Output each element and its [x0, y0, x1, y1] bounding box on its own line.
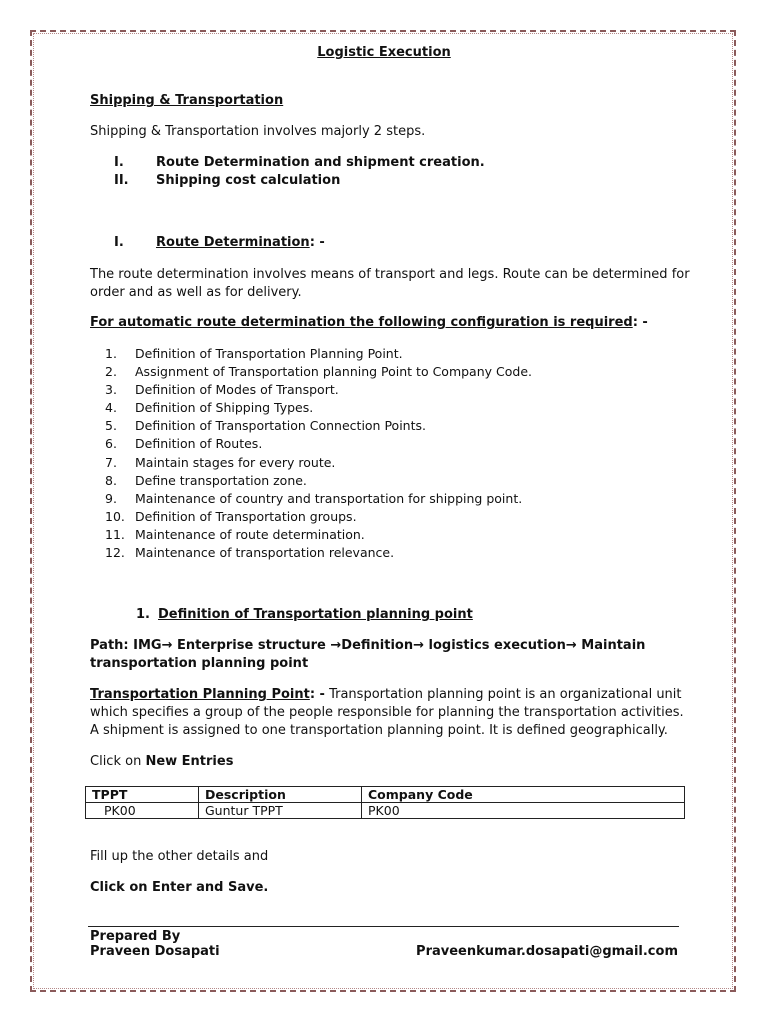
- cell-description: Guntur TPPT: [199, 803, 362, 819]
- route-paragraph: The route determination involves means of transport and legs. Route can be determined for order and as well as for delivery.: [90, 267, 690, 300]
- list-item: 7. Maintain stages for every route.: [105, 454, 336, 470]
- section-heading: Shipping & Transportation: [90, 93, 284, 108]
- list-item: 3. Definition of Modes of Transport.: [105, 382, 339, 398]
- list-item: 4. Definition of Shipping Types.: [105, 400, 314, 416]
- tppt-table: [85, 786, 685, 819]
- list-item: 5. Definition of Transportation Connection Points.: [105, 418, 426, 434]
- list-item: 1. Definition of Transportation Planning Point.: [105, 346, 403, 361]
- list-item: 8. Define transportation zone.: [105, 472, 307, 488]
- config-list: [90, 345, 532, 562]
- table-header-row: [86, 787, 685, 803]
- list-item: 6. Definition of Routes.: [105, 436, 263, 452]
- click-save-text: Click on Enter and Save.: [90, 880, 269, 895]
- page-title: Logistic Execution: [317, 45, 451, 60]
- prepared-by-label: Prepared By: [90, 929, 181, 944]
- footer-divider: [88, 926, 679, 927]
- list-item: 10. Definition of Transportation groups.: [105, 508, 357, 524]
- col-tppt-header: TPPT: [86, 787, 199, 803]
- list-item: 9. Maintenance of country and transportation for shipping point.: [105, 490, 523, 506]
- author-email: Praveenkumar.dosapati@gmail.com: [416, 944, 678, 959]
- steps-list: [114, 154, 485, 190]
- fill-up-text: Fill up the other details and: [90, 849, 269, 864]
- step-item: II. Shipping cost calculation: [114, 173, 341, 188]
- step-item: I. Route Determination and shipment creation.: [114, 155, 485, 170]
- list-item: 2. Assignment of Transportation planning Point to Company Code.: [105, 364, 532, 380]
- col-description-header: Description: [199, 787, 362, 803]
- cell-tppt: PK00: [86, 803, 199, 819]
- route-heading: I. Route Determination: -: [114, 235, 325, 250]
- path-text: Path: IMG→ Enterprise structure →Definition→ logistics execution→ Maintain transportation planning point: [90, 638, 646, 671]
- list-item: 11. Maintenance of route determination.: [105, 526, 365, 542]
- tpp-definition: Transportation Planning Point: - Transportation planning point is an organizational unit which specifies a group of the people responsible for planning the transportation activities. A shipment is assigned to one transportation planning point. It is defined geographically.: [90, 687, 684, 738]
- click-new-entries: Click on New Entries: [90, 754, 234, 769]
- col-company-code-header: Company Code: [362, 787, 685, 803]
- table-row: [86, 803, 685, 819]
- cell-company-code: PK00: [362, 803, 685, 819]
- intro-text: Shipping & Transportation involves majorly 2 steps.: [90, 124, 426, 139]
- author-name: Praveen Dosapati: [90, 944, 220, 959]
- config-heading: For automatic route determination the following configuration is required: -: [90, 315, 648, 330]
- list-item: 12. Maintenance of transportation relevance.: [105, 545, 395, 561]
- sub-heading: 1. Definition of Transportation planning point: [136, 607, 473, 622]
